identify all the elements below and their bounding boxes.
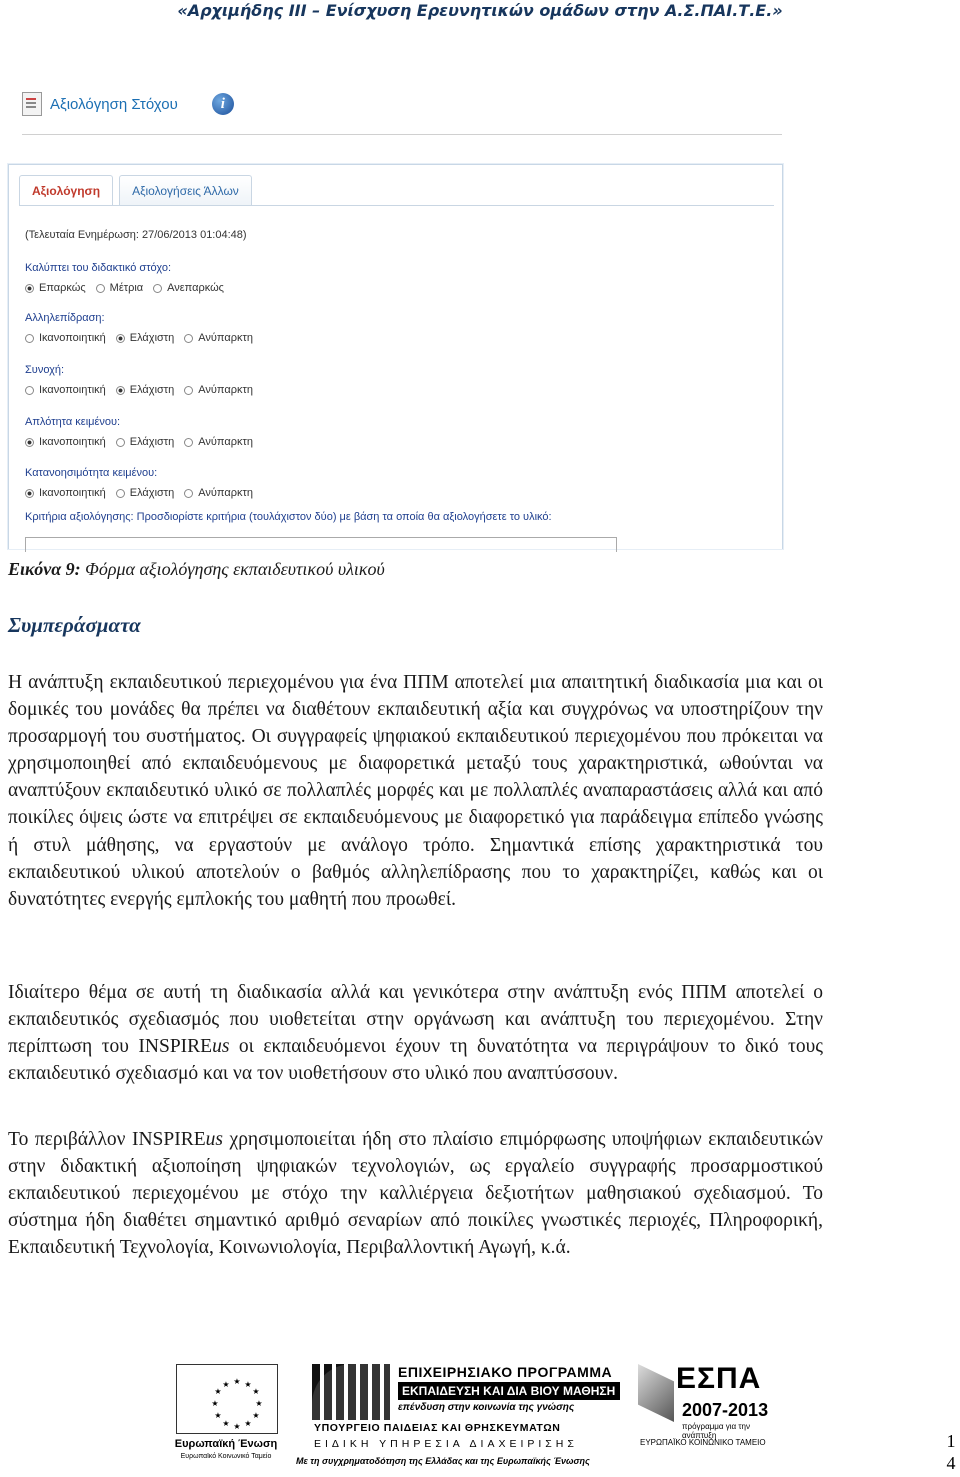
cofunding-text: Με τη συγχρηματοδότηση της Ελλάδας και της Ευρωπαϊκής Ένωσης <box>296 1456 590 1466</box>
program-line2: ΕΚΠΑΙΔΕΥΣΗ ΚΑΙ ΔΙΑ ΒΙΟΥ ΜΑΘΗΣΗ <box>398 1382 620 1400</box>
tab-bar <box>19 175 252 206</box>
espa-subtitle: πρόγραμμα για την ανάπτυξη <box>682 1422 750 1440</box>
svg-text:★: ★ <box>214 1411 222 1420</box>
paragraph-3: Το περιβάλλον INSPIREus χρησιμοποιείται ήδη στο πλαίσιο επιμόρφωσης υποψήφιων εκπαιδευτικών στην διδακτική αξιοποίηση ψηφιακών τεχνολογιών, ως εργαλείο συγγραφής προσαρμοστικού εκπαιδευτικού περιεχομένου με στόχο την καλλιέργεια δεξιοτήτων μαθησιακού σχεδιασμού. Το σύστημα ήδη διαθέτει σημαντικό αριθμό σεναρίων από ποικίλες γνωστικές περιοχές, Πληροφορική, Εκπαιδευτική Τεχνολογία, Κοινωνιολογία, Περιβαλλοντική Αγωγή, κ.ά. <box>8 1129 823 1259</box>
radio-button[interactable] <box>116 438 125 447</box>
svg-text:★: ★ <box>233 1422 241 1431</box>
radio-button[interactable] <box>116 334 125 343</box>
radio-option[interactable]: Ανύπαρκτη <box>184 384 253 396</box>
radio-button[interactable] <box>184 438 193 447</box>
paragraph-1: Η ανάπτυξη εκπαιδευτικού περιεχομένου για ένα ΠΠΜ αποτελεί μια απαιτητική διαδικασία μια και οι δομικές του μονάδες θα πρέπει να διαθέτουν εκπαιδευτική αξία και συγχρόνως να υποστηρίζουν την προσαρμογή του συστήματος. Οι συγγραφείς ψηφιακού εκπαιδευτικού περιεχομένου που πρόκειται να χρησιμοποιηθεί από εκπαιδευόμενους με διαφορετικά μεταξύ τους χαρακτηριστικά, ωθούνται να αναπτύξουν εκπαιδευτικό υλικό σε πολλαπλές μορφές και με πολλαπλές αναπαραστάσεις αλλά και από ποικίλες όψεις ώστε να επιτρέψει σε εκπαιδευόμενους με διαφορετικό για παράδειγμα επίπεδο γνώσης ή στυλ μάθησης, να εργαστούν με ανάλογο τρόπο. Σημαντικά επίσης χαρακτηριστικά του εκπαιδευτικού υλικού αποτελούν ο βαθμός αλληλεπίδρασης που το χαρακτηρίζει, καθώς και οι δυνατότητες ενεργής εμπλοκής του μαθητή που προωθεί. <box>8 672 823 910</box>
espa-years: 2007-2013 <box>682 1400 769 1420</box>
form-title: Αξιολόγηση Στόχου <box>50 95 178 113</box>
radio-option[interactable]: Ανύπαρκτη <box>184 436 253 448</box>
svg-text:★: ★ <box>244 1380 252 1389</box>
eu-fund: Ευρωπαϊκό Κοινωνικό Ταμείο <box>180 1453 272 1460</box>
tab-evaluation[interactable]: Αξιολόγηση <box>19 175 113 206</box>
radio-button[interactable] <box>153 284 162 293</box>
question-label: Κατανοησιμότητα κειμένου: <box>25 467 158 479</box>
radio-button[interactable] <box>184 489 193 498</box>
espa-fund: ΕΥΡΩΠΑΪΚΟ ΚΟΙΝΩΝΙΚΟ ΤΑΜΕΙΟ <box>640 1438 766 1447</box>
paragraph-2: Ιδιαίτερο θέμα σε αυτή τη διαδικασία αλλά και γενικότερα στην ανάπτυξη ενός ΠΠΜ αποτελεί ο εκπαιδευτικός σχεδιασμός που υιοθετείται στην οργάνωση και ανάπτυξη του περιεχομένου. Στην περίπτωση του INSPIREus οι εκπαιδευόμενοι έχουν τη δυνατότητα να περιγράψουν το δικό τους εκπαιδευτικό σχεδιασμό και να τον υιοθετήσουν στο υλικό που αναπτύσσουν. <box>8 982 824 1085</box>
espa-mark-icon <box>638 1364 674 1422</box>
radio-option[interactable]: Ικανοποιητική <box>25 332 106 344</box>
radio-button[interactable] <box>184 386 193 395</box>
program-line1: ΕΠΙΧΕΙΡΗΣΙΑΚΟ ΠΡΟΓΡΑΜΜΑ <box>398 1364 613 1380</box>
page-number: 1 4 <box>946 1431 956 1473</box>
figure-caption <box>8 559 385 580</box>
radio-option[interactable]: Ελάχιστη <box>116 384 175 396</box>
eu-flag-icon <box>176 1364 278 1434</box>
form-title-bar <box>22 92 234 116</box>
svg-text:★: ★ <box>252 1411 260 1420</box>
question-label: Απλότητα κειμένου: <box>25 416 121 428</box>
radio-button[interactable] <box>25 334 34 343</box>
radio-button[interactable] <box>25 284 34 293</box>
svg-text:★: ★ <box>252 1387 260 1396</box>
radio-button[interactable] <box>25 386 34 395</box>
question-text-simplicity <box>25 416 253 448</box>
svg-text:★: ★ <box>214 1387 222 1396</box>
question-goal-coverage <box>25 262 224 294</box>
section-title: Συμπεράσματα <box>8 613 141 637</box>
question-interaction <box>25 312 253 344</box>
question-text-comprehensibility <box>25 467 253 499</box>
funding-logos <box>0 1360 960 1477</box>
eu-name: Ευρωπαϊκή Ένωση <box>174 1438 278 1450</box>
radio-option[interactable]: Επαρκώς <box>25 282 86 294</box>
svg-text:★: ★ <box>222 1419 230 1428</box>
evaluation-form-screenshot <box>0 76 790 548</box>
radio-button[interactable] <box>116 489 125 498</box>
criteria-textarea[interactable] <box>25 537 617 552</box>
svg-text:★: ★ <box>211 1399 219 1408</box>
radio-button[interactable] <box>184 334 193 343</box>
ministry-name: ΥΠΟΥΡΓΕΙΟ ΠΑΙΔΕΙΑΣ ΚΑΙ ΘΡΗΣΚΕΥΜΑΤΩΝ <box>314 1422 561 1434</box>
caption-text: Φόρμα αξιολόγησης εκπαιδευτικού υλικού <box>80 559 385 579</box>
document-icon <box>22 92 42 116</box>
radio-option[interactable]: Ικανοποιητική <box>25 384 106 396</box>
espa-title: ΕΣΠΑ <box>676 1362 762 1395</box>
question-coherence <box>25 364 253 396</box>
divider <box>22 134 782 135</box>
question-label: Συνοχή: <box>25 364 65 376</box>
radio-option[interactable]: Ικανοποιητική <box>25 487 106 499</box>
last-update-text: (Τελευταία Ενημέρωση: 27/06/2013 01:04:48) <box>25 229 247 241</box>
form-panel <box>8 164 783 549</box>
service-name: ΕΙΔΙΚΗ ΥΠΗΡΕΣΙΑ ΔΙΑΧΕΙΡΙΣΗΣ <box>314 1438 578 1450</box>
radio-option[interactable]: Ανύπαρκτη <box>184 332 253 344</box>
svg-text:★: ★ <box>233 1377 241 1386</box>
svg-text:★: ★ <box>222 1380 230 1389</box>
eu-stars-icon <box>205 1375 269 1431</box>
espa-logo <box>636 1360 776 1460</box>
radio-option[interactable]: Ανεπαρκώς <box>153 282 224 294</box>
radio-button[interactable] <box>25 438 34 447</box>
radio-button[interactable] <box>116 386 125 395</box>
question-label: Αλληλεπίδραση: <box>25 312 105 324</box>
radio-option[interactable]: Ανύπαρκτη <box>184 487 253 499</box>
tab-divider <box>19 205 774 206</box>
info-icon[interactable]: i <box>212 93 234 115</box>
radio-option[interactable]: Μέτρια <box>96 282 143 294</box>
radio-option[interactable]: Ελάχιστη <box>116 332 175 344</box>
radio-option[interactable]: Ελάχιστη <box>116 487 175 499</box>
tab-others-evaluations[interactable]: Αξιολογήσεις Άλλων <box>119 175 252 206</box>
radio-option[interactable]: Ελάχιστη <box>116 436 175 448</box>
question-label: Καλύπτει του διδακτικό στόχο: <box>25 262 172 274</box>
program-line3: επένδυση στην κοινωνία της γνώσης <box>398 1402 575 1413</box>
svg-text:★: ★ <box>255 1399 263 1408</box>
program-logo <box>296 1360 630 1472</box>
svg-text:★: ★ <box>244 1419 252 1428</box>
radio-button[interactable] <box>96 284 105 293</box>
page-header: «Αρχιμήδης ΙΙΙ – Ενίσχυση Ερευνητικών ομάδων στην Α.Σ.ΠΑΙ.Τ.Ε.» <box>177 1 783 20</box>
eu-logo <box>166 1360 286 1460</box>
criteria-label: Κριτήρια αξιολόγησης: Προσδιορίστε κριτήρια (τουλάχιστον δύο) με βάση τα οποία θα αξιολογήσετε το υλικό: <box>25 511 552 523</box>
radio-option[interactable]: Ικανοποιητική <box>25 436 106 448</box>
caption-label: Εικόνα 9: <box>8 559 81 579</box>
radio-button[interactable] <box>25 489 34 498</box>
